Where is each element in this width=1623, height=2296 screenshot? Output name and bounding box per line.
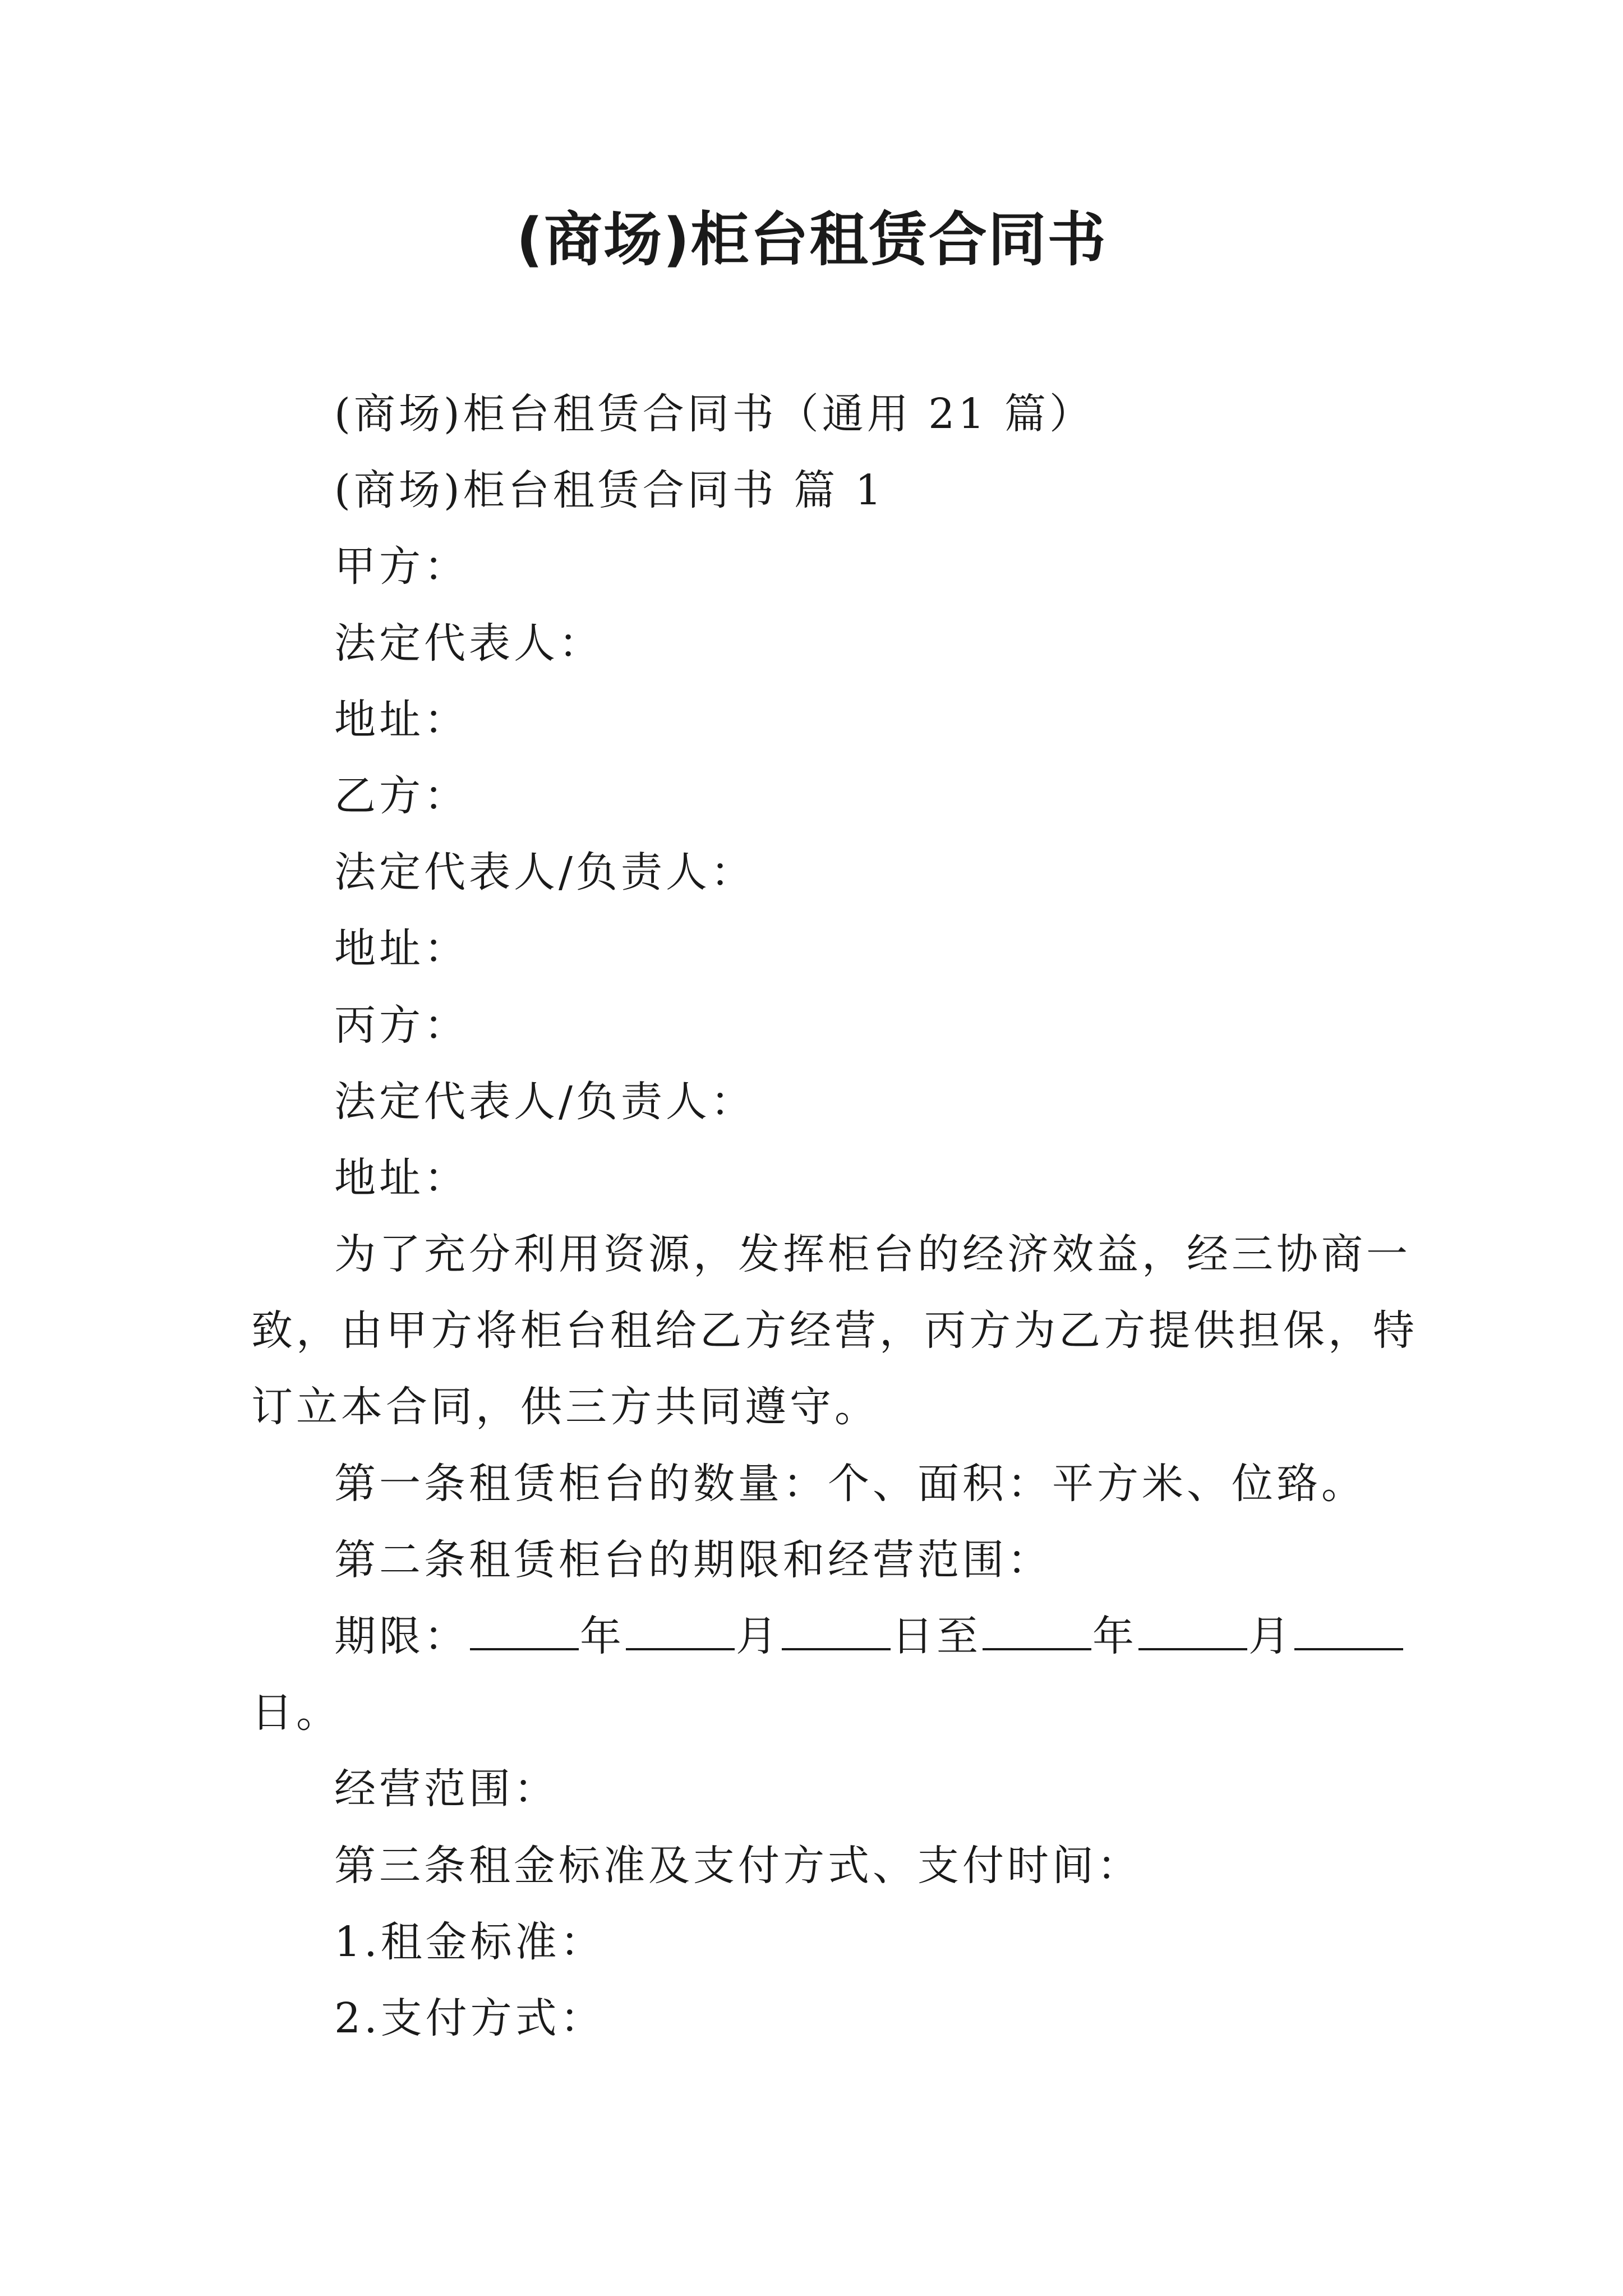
article-3: 第三条租金标准及支付方式、支付时间： [334, 1841, 1142, 1890]
party-b-rep-label: 法定代表人/负责人： [334, 848, 755, 897]
party-a-label: 甲方： [334, 542, 469, 591]
article-2: 第二条租赁柜台的期限和经营范围： [334, 1535, 1052, 1584]
article-1: 第一条租赁柜台的数量：个、面积：平方米、位臵。 [334, 1459, 1366, 1508]
document-subtitle: (商场)柜台租赁合同书（通用 21 篇） [334, 390, 1094, 438]
term-day-to: 日至 [892, 1612, 981, 1660]
term-start-day-blank [782, 1607, 891, 1650]
term-end-month-blank [1138, 1607, 1247, 1650]
term-line [251, 1598, 1378, 1674]
party-b-address-label: 地址： [334, 924, 469, 973]
item-rent-standard: 1.租金标准： [334, 1917, 605, 1966]
term-month-2: 月 [1248, 1612, 1293, 1660]
term-label: 期限： [334, 1612, 469, 1660]
document-title: (商场)柜台租赁合同书 [516, 205, 1107, 274]
party-c-address-label: 地址： [334, 1153, 469, 1202]
party-c-rep-label: 法定代表人/负责人： [334, 1077, 755, 1126]
term-start-month-blank [626, 1607, 735, 1650]
term-year-2: 年 [1092, 1612, 1137, 1660]
term-year-1: 年 [580, 1612, 625, 1660]
document-body [251, 376, 1418, 2056]
term-end-year-blank [983, 1607, 1091, 1650]
section-heading: (商场)柜台租赁合同书 篇 1 [334, 466, 885, 515]
intro-paragraph-line-1: 为了充分利用资源，发挥柜台的经济效益，经三协商一 [334, 1230, 1411, 1279]
party-c-label: 丙方： [334, 1001, 469, 1050]
item-payment-method: 2.支付方式： [334, 1994, 605, 2042]
term-start-year-blank [470, 1607, 579, 1650]
intro-paragraph-line-3: 订立本合同，供三方共同遵守。 [251, 1383, 879, 1432]
term-end: 日。 [251, 1688, 341, 1737]
term-month-1: 月 [736, 1612, 781, 1660]
term-end-day-blank [1294, 1607, 1403, 1650]
party-b-label: 乙方： [334, 771, 469, 820]
intro-paragraph-line-2: 致，由甲方将柜台租给乙方经营，丙方为乙方提供担保，特 [251, 1306, 1418, 1355]
business-scope: 经营范围： [334, 1765, 559, 1814]
party-a-rep-label: 法定代表人： [334, 619, 603, 668]
party-a-address-label: 地址： [334, 695, 469, 744]
